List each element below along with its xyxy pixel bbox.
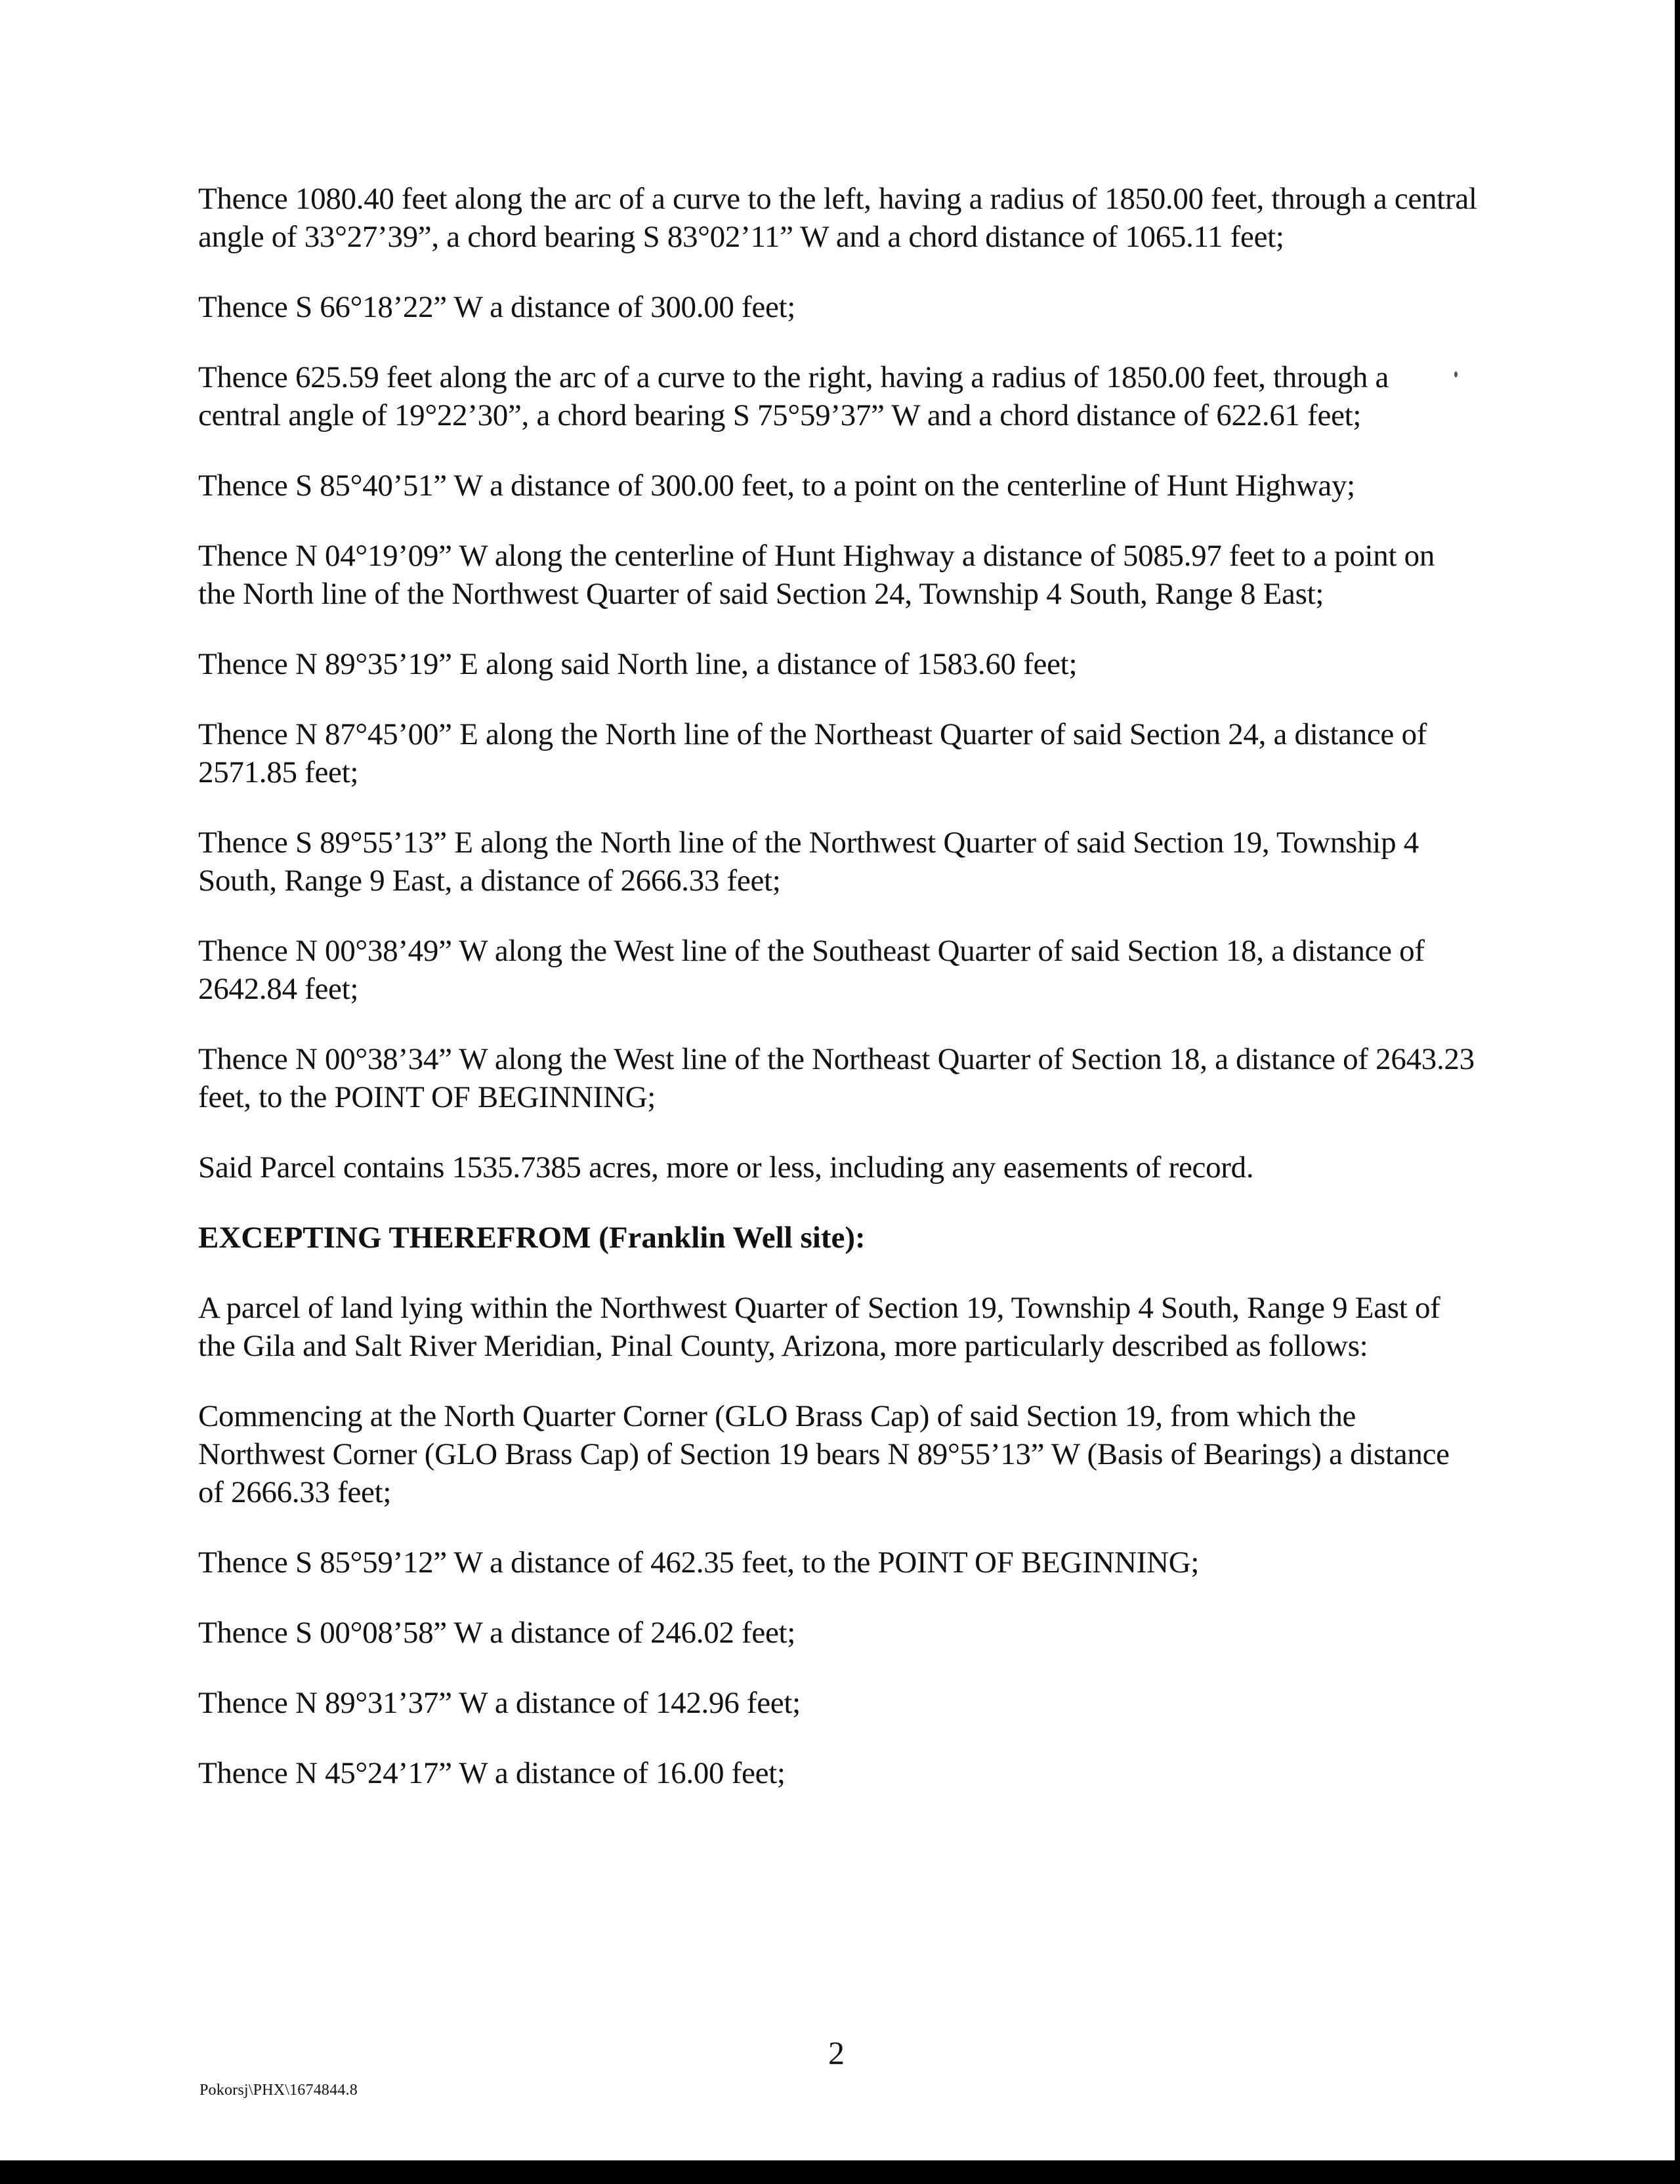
scan-bottom-edge [0,2160,1680,2184]
paragraph: Thence S 85°40’51” W a distance of 300.00 feet, to a point on the centerline of Hunt Highway; [198,469,1355,503]
paragraph: Thence N 89°35’19” E along said North line, a distance of 1583.60 feet; [198,647,1078,681]
legal-description-body [198,180,1478,1824]
footer-document-reference: Pokorsj\PHX\1674844.8 [200,2082,358,2099]
paragraph: Thence S 66°18’22” W a distance of 300.00 feet; [198,290,796,324]
paragraph: Commencing at the North Quarter Corner (GLO Brass Cap) of said Section 19, from which the Northwest Corner (GLO Brass Cap) of Section 19 bears N 89°55’13” W (Basis of Bearings) a distance of 2666.33 feet; [198,1399,1450,1509]
paragraph: Thence 1080.40 feet along the arc of a curve to the left, having a radius of 1850.00 feet, through a central angle of 33°27’39”, a chord bearing S 83°02’11” W and a chord distance of 1065.11 feet; [198,182,1477,254]
paragraph: Said Parcel contains 1535.7385 acres, more or less, including any easements of record. [198,1150,1254,1185]
paragraph: Thence N 45°24’17” W a distance of 16.00 feet; [198,1756,786,1790]
page-number: 2 [828,2034,845,2071]
paragraph: Thence N 00°38’34” W along the West line of the Northeast Quarter of Section 18, a distance of 2643.23 feet, to the POINT OF BEGINNING; [198,1042,1475,1114]
paragraph: Thence N 00°38’49” W along the West line of the Southeast Quarter of said Section 18, a distance of 2642.84 feet; [198,934,1425,1006]
paragraph: Thence S 85°59’12” W a distance of 462.35 feet, to the POINT OF BEGINNING; [198,1545,1200,1580]
section-heading: EXCEPTING THEREFROM (Franklin Well site): [198,1221,866,1255]
paragraph: Thence 625.59 feet along the arc of a curve to the right, having a radius of 1850.00 feet, through a central angle of 19°22’30”, a chord bearing S 75°59’37” W and a chord distance of 622.61 feet; [198,360,1389,432]
scan-speck [1454,371,1458,377]
paragraph: Thence N 04°19’09” W along the centerline of Hunt Highway a distance of 5085.97 feet to a point on the North line of the Northwest Quarter of said Section 24, Township 4 South, Range 8 East; [198,539,1435,611]
paragraph: Thence S 00°08’58” W a distance of 246.02 feet; [198,1616,796,1650]
paragraph: Thence N 89°31’37” W a distance of 142.96 feet; [198,1686,801,1720]
paragraph: Thence S 89°55’13” E along the North line of the Northwest Quarter of said Section 19, Township 4 South, Range 9 East, a distance of 2666.33 feet; [198,826,1419,898]
paragraph: A parcel of land lying within the Northwest Quarter of Section 19, Township 4 South, Range 9 East of the Gila and Salt River Meridian, Pinal County, Arizona, more particularly described as follows: [198,1291,1440,1363]
paragraph: Thence N 87°45’00” E along the North line of the Northeast Quarter of said Section 24, a distance of 2571.85 feet; [198,717,1427,789]
scan-right-edge [1675,0,1680,2184]
